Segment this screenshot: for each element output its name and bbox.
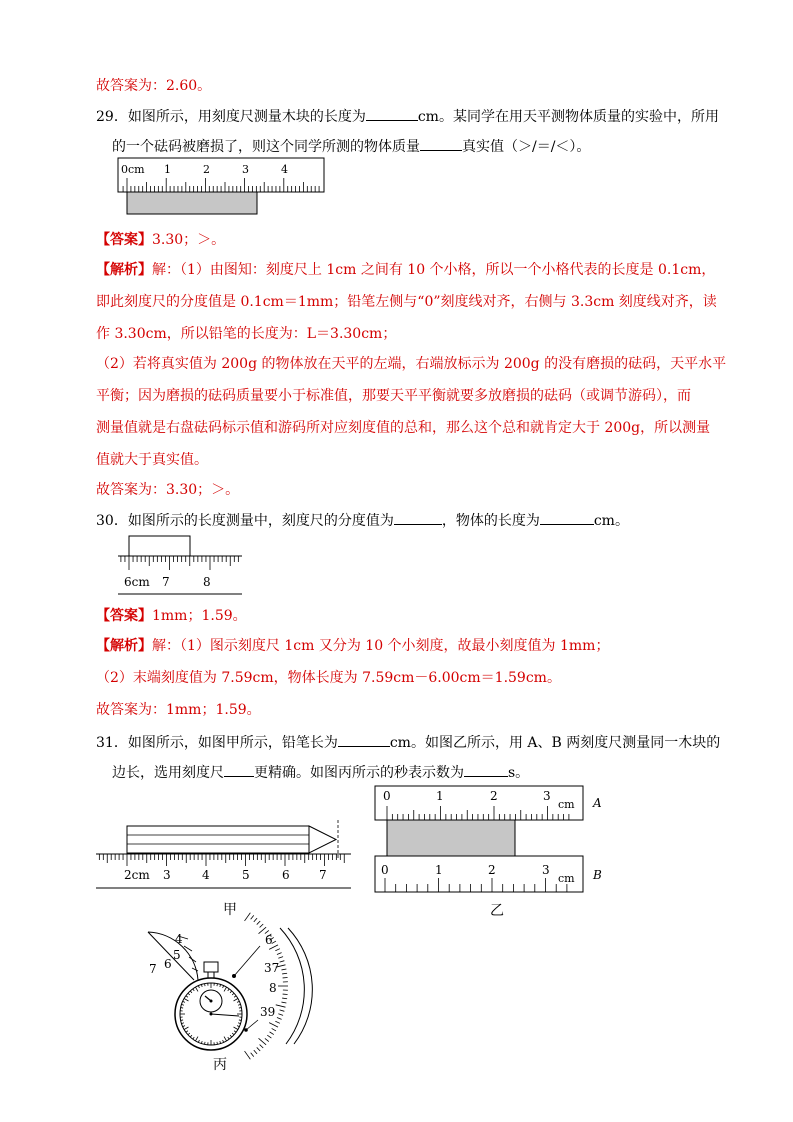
q29-ruler-label: 0cm [121,163,145,176]
q30-text-c: cm。 [593,513,629,529]
leader-dot [232,974,236,978]
q29-text-a: 29．如图所示，用刻度尺测量木块的长度为 [96,109,366,125]
bing-caption: 丙 [213,1057,227,1073]
jia-caption: 甲 [223,902,237,918]
ruler-b-label: 0 [381,863,389,877]
big-dial-tick [257,1047,260,1051]
q31-text-c: 边长，选用刻度尺 [112,765,224,781]
small-dial-label: 4 [175,932,183,946]
big-dial-zoom-arc-outer [288,928,312,1044]
jia-ruler-label: 6 [282,868,290,882]
big-dial-tick [282,973,287,974]
big-dial-tick [251,1053,254,1057]
q29-ruler-label: 3 [242,163,249,176]
ruler-a-label: 2 [490,789,498,803]
q29-text-b: cm。某同学在用天平测物体质量的实验中，所用 [417,109,719,125]
big-dial-tick [281,969,286,970]
ruler-b-name: B [593,868,602,882]
q30-ruler-label: 6cm [124,575,150,589]
q31-figure-jia [96,820,356,920]
big-dial-tick [270,1032,274,1035]
stopwatch-stem [208,972,214,978]
stopwatch-tick [239,1008,241,1009]
q30-ruler-label: 8 [203,575,211,589]
jia-ruler-label: 3 [163,868,171,882]
pencil-body [127,826,309,853]
q29-answer [96,230,225,250]
prev-final-answer: 故答案为：2.60。 [96,78,212,94]
q31-text-a: 31．如图所示，如图甲所示，铅笔长为 [96,735,338,751]
big-dial-tick [275,1021,280,1023]
big-dial-tick [259,1038,267,1045]
q30-analysis-line [96,636,609,656]
ruler-a-unit: cm [558,798,575,811]
q31-blank1[interactable] [338,732,390,747]
q29-analysis-line: 平衡；因为磨损的砝码质量要小于标准值，那要天平平衡就要多放磨损的砝码（或调节游码），而 [96,388,691,404]
q29-analysis-text: 解：（1）由图知：刻度尺上 1cm 之间有 10 个小格，所以一个小格代表的长度是 0.1cm， [152,262,716,278]
q30-blank2[interactable] [540,510,594,525]
big-dial-leader [246,1020,258,1030]
q30-answer-text: 1mm；1.59。 [152,608,247,624]
q29-final-answer: 故答案为：3.30；＞。 [96,482,240,498]
q29-line2 [112,136,590,157]
big-dial-tick [282,998,287,999]
ruler-b-label: 1 [435,863,443,877]
q31-text-e: s。 [508,765,530,781]
jia-ruler-label: 4 [202,868,210,882]
big-dial-tick [278,1014,283,1016]
q29-text-d: 真实值（＞/＝/＜）。 [462,139,591,155]
big-dial-tick [269,1023,278,1028]
q30-analysis-tag: 【解析】 [96,638,152,654]
big-dial-tick [277,953,282,955]
q30-final-answer: 故答案为：1mm；1.59。 [96,702,261,718]
small-dial-label: 6 [164,957,172,971]
big-dial-tick [257,921,260,925]
q31-blank2[interactable] [224,762,254,777]
big-dial-tick [267,1035,271,1038]
stopwatch-tick [239,1020,241,1021]
q29-analysis-tag: 【解析】 [96,262,152,278]
big-dial-tick [260,1045,264,1048]
big-dial-tick [245,1051,251,1059]
jia-ruler-ticks [99,854,344,866]
jia-ruler-label: 2cm [124,868,150,882]
yi-wood-block [387,820,515,856]
q30-line1 [96,510,629,531]
big-dial-leader [234,946,260,976]
q31-line1 [96,732,720,753]
big-dial-tick [280,1010,285,1011]
q30-analysis-line: （2）末端刻度值为 7.59cm，物体长度为 7.59cm－6.00cm＝1.59cm。 [96,670,561,686]
q30-blank1[interactable] [394,510,442,525]
big-dial-tick [276,1005,286,1007]
q31-figure-bing [134,924,314,1074]
big-dial-tick [254,1050,257,1054]
pencil-tip [309,826,336,853]
big-dial-tick [275,949,280,951]
q31-figure-yi [374,785,614,921]
minute-hub [210,1000,213,1003]
q29-answer-text: 3.30；＞。 [152,232,226,248]
second-hub [210,1013,213,1016]
ruler-b-unit: cm [558,872,575,885]
q31-text-d: 更精确。如图丙所示的秒表示数为 [254,765,464,781]
q30-ruler-figure [118,534,246,598]
big-dial-label: 8 [269,981,277,995]
stopwatch-tick [217,984,218,986]
big-dial-label: 39 [260,1005,276,1019]
q29-text-c: 的一个砝码被磨损了，则这个同学所测的物体质量 [112,139,420,155]
ruler-a-name: A [593,796,602,810]
q29-line1 [96,106,719,127]
ruler-b-label: 2 [488,863,496,877]
q30-ruler-label: 7 [162,575,170,589]
q30-answer [96,606,247,626]
ruler-b-label: 3 [542,863,550,877]
stopwatch-tick [181,1008,183,1009]
stopwatch-tick [181,1020,183,1021]
leader-dot [244,1028,248,1032]
q30-ruler-ticks [121,556,238,570]
q29-ruler-label: 4 [281,163,288,176]
big-dial-label: 37 [264,961,280,975]
q29-ruler-figure [118,158,328,218]
q30-analysis-text: 解：（1）图示刻度尺 1cm 又分为 10 个小刻度，故最小刻度值为 1mm； [152,638,610,654]
q31-blank3[interactable] [464,762,508,777]
q29-wood-block [127,192,257,214]
ruler-a-label: 0 [383,789,391,803]
q29-blank1[interactable] [366,106,418,121]
stopwatch-tick [205,984,206,986]
big-dial-label: 6 [265,933,273,947]
stopwatch-button [204,962,218,972]
big-dial-tick [281,1002,286,1003]
q30-text-a: 30．如图所示的长度测量中，刻度尺的分度值为 [96,513,394,529]
q29-analysis-line: 值就大于真实值。 [96,452,208,468]
q31-line2 [112,762,529,783]
big-dial-tick [277,1018,282,1020]
q30-object [129,536,190,556]
stopwatch-tick [217,1042,218,1044]
q30-text-b: ，物体的长度为 [441,513,540,529]
small-dial-label: 7 [149,962,157,976]
q31-text-b: cm。如图乙所示，用 A、B 两刻度尺测量同一木块的 [389,735,721,751]
big-dial-tick [280,961,285,962]
small-dial-tick [189,957,196,962]
ruler-a-label: 3 [543,789,551,803]
q29-analysis-line: 作 3.30cm，所以铅笔的长度为：L＝3.30cm； [96,326,397,342]
jia-ruler-label: 7 [319,868,327,882]
q29-ruler-label: 2 [203,163,210,176]
big-dial-tick [265,1038,269,1041]
ruler-a-label: 1 [436,789,444,803]
big-dial-tick [260,924,264,927]
stopwatch-tick [205,1042,206,1044]
q29-analysis-line: 即此刻度尺的分度值是 0.1cm＝1mm；铅笔左侧与“0”刻度线对齐，右侧与 3.3cm 刻度线对齐，读 [96,294,717,310]
big-dial-tick [272,1028,276,1030]
big-dial-tick [278,957,283,959]
q29-analysis-line: （2）若将真实值为 200g 的物体放在天平的左端，右端放标示为 200g 的没有磨损的砝码，天平水平 [96,356,727,372]
q29-answer-tag: 【答案】 [96,232,152,248]
jia-ruler-label: 5 [242,868,250,882]
small-dial-label: 5 [173,948,181,962]
q29-ruler-label: 1 [164,163,171,176]
q29-analysis-line [96,260,715,280]
small-dial-tick [192,968,198,971]
q29-blank2[interactable] [420,136,462,151]
q30-answer-tag: 【答案】 [96,608,152,624]
ruler-a [375,786,583,820]
q29-analysis-line: 测量值就是右盘砝码标示值和游码所对应刻度值的总和，那么这个总和就肯定大于 200g，所以测量 [96,420,711,436]
yi-caption: 乙 [490,903,504,919]
